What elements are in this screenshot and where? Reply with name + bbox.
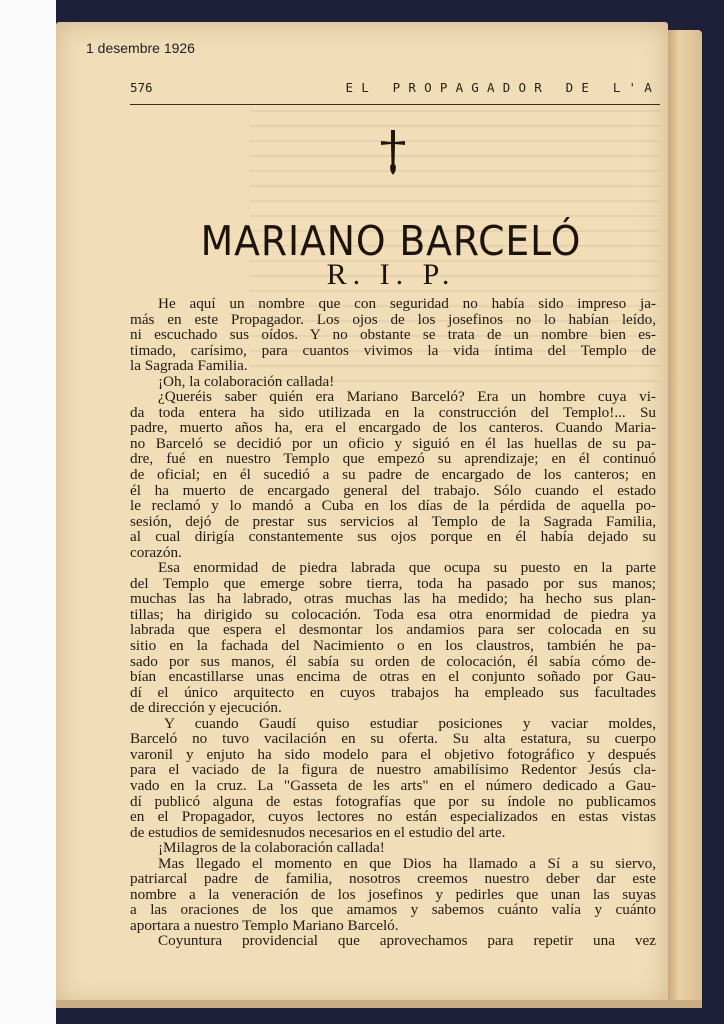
body-line: ¡Oh, la colaboración callada! [158,373,335,390]
article-body [130,296,656,949]
body-line: He aquí un nombre que con seguridad no había sido impreso ja- [158,296,656,312]
body-line: al cual dirigía constantemente sus ojos porque en él había dejado su [130,529,656,545]
page-bottom-edge [56,1000,702,1008]
body-line: la Sagrada Familia. [130,358,248,374]
body-line: para el vaciado de la figura de nuestro amabilísimo Redentor Jesús cla- [130,762,656,778]
obituary-title: MARIANO BARCELÓ [200,217,582,266]
body-line: Esa enormidad de piedra labrada que ocupa su puesto en la parte [158,560,656,576]
body-line: padre, muerto años ha, era el encargado de los canteros. Cuando Maria- [130,420,656,436]
body-line: patriarcal padre de familia, nosotros creemos nuestro deber dar este [130,871,656,887]
body-line: dre, fué en nuestro Templo que empezó su aprendizaje; en él continuó [130,451,656,468]
body-line: le reclamó y lo mandó a Cuba en los días de la pérdida de aquella po- [130,498,656,514]
body-line: en el Propagador, cuyos lectores no están especializados en estas vistas [130,809,656,825]
body-line: él ha muerto de encargado general del trabajo. Sólo cuando el estado [130,482,656,499]
body-line: del Templo que emerge sobre tierra, toda ha pasado por sus manos; [130,575,656,592]
body-line: corazón. [130,544,182,561]
body-line: tillas; ha dirigido su colocación. Toda esa otra enormidad de piedra ya [130,606,656,623]
latin-cross-icon [378,128,408,180]
body-line: dí el único arquitecto en cuyos trabajos ha empleado sus facultades [130,684,656,701]
body-line: Y cuando Gaudí quiso estudiar posiciones y vaciar moldes, [164,715,656,732]
body-line: bían encastillarse unas encima de otras en el conjunto soñado por Gau- [130,669,656,685]
running-head [130,80,660,95]
body-line: de estudios de semidesnudos necesarios en el estudio del arte. [130,824,506,841]
body-line: de oficial; en él sucedió a su padre de encargado de los canteros; en [130,467,656,483]
body-line: de dirección y ejecución. [130,700,282,716]
body-line: varonil y enjuto ha sido modelo para el objetivo fotográfico y después [130,746,656,763]
running-head-title: EL PROPAGADOR DE L'A [345,80,660,95]
body-line: nombre a la veneración de los josefinos y pedirles que unan las suyas [130,886,656,903]
body-line: ¿Queréis saber quién era Mariano Barceló? Era un hombre cuya vi- [158,389,656,405]
body-line: muchas las ha labrado, otras muchas las ha medido; ha hecho sus plan- [130,591,656,607]
body-line: aportara a nuestro Templo Mariano Barceló. [130,917,399,934]
body-line: vado en la cruz. La "Gasseta de les arts" en el número dedicado a Gau- [130,777,656,794]
body-line: Coyuntura providencial que aprovechamos para repetir una vez [158,933,656,949]
body-line: sitio en la fachada del Nacimiento o en los claustros, también he pa- [130,638,656,654]
date-label: 1 desembre 1926 [86,40,195,56]
body-line: Mas llegado el momento en que Dios ha llamado a Sí a su siervo, [158,855,656,872]
body-line: da toda entera ha sido utilizada en la construcción del Templo!... Su [130,404,656,421]
body-line: Barceló no tuvo vacilación en su oferta. Su alta estatura, su cuerpo [130,731,656,747]
scan-margin [0,0,56,1024]
body-line: sado por sus manos, él sabía su orden de colocación, él sabía cómo de- [130,653,656,670]
body-line: ni escuchado sus oídos. Y no obstante se trata de un nombre bien es- [130,327,656,343]
obituary-subtitle: R. I. P. [326,258,456,291]
body-line: labrada que espera el desmontar los andamios para ser colocada en su [130,622,656,639]
body-line: ¡Milagros de la colaboración callada! [158,840,385,856]
page-edge [668,30,702,1004]
page-number: 576 [130,80,153,95]
body-line: más en este Propagador. Los ojos de los josefinos no lo habían leído, [130,311,656,328]
body-line: no Barceló se decidió por un oficio y siguió en él las huellas de su pa- [130,435,656,452]
header-rule [130,104,660,105]
body-line: a las oraciones de los que amamos y sabemos cuánto valía y cuánto [130,902,656,918]
body-line: timado, carísimo, para cuantos vivimos la vida íntima del Templo de [130,342,656,359]
body-line: sesión, dejó de prestar sus servicios al Templo de la Sagrada Familia, [130,513,656,530]
body-line: dí publicó alguna de estas fotografías que por su índole no publicamos [130,793,656,810]
